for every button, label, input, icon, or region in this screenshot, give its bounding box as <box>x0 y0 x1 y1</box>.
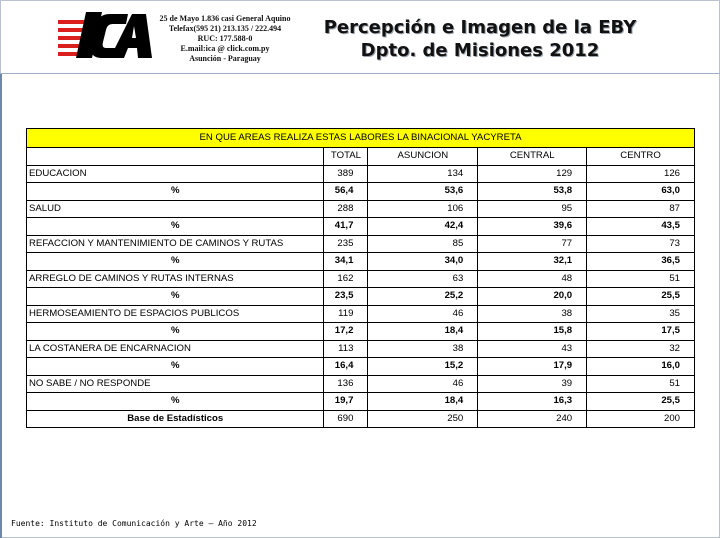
cell-percent: 16,0 <box>587 358 695 376</box>
cell-value: 85 <box>368 235 478 253</box>
cell-value: 51 <box>587 270 695 288</box>
cell-percent: 16,3 <box>478 393 587 411</box>
source-footnote: Fuente: Instituto de Comunicación y Arte – Año 2012 <box>11 519 257 528</box>
table-row <box>27 200 695 218</box>
cell-value: 38 <box>478 305 587 323</box>
cell-value: 95 <box>478 200 587 218</box>
header-divider <box>0 73 720 74</box>
table-row <box>27 305 695 323</box>
row-label: NO SABE / NO RESPONDE <box>27 375 324 393</box>
table-row-percent <box>27 393 695 411</box>
table-row-percent <box>27 288 695 306</box>
left-accent-line <box>0 74 2 538</box>
cell-value: 77 <box>478 235 587 253</box>
address-line: Telefax(595 21) 213.135 / 222.494 <box>168 24 282 33</box>
cell-value: 48 <box>478 270 587 288</box>
cell-value: 126 <box>587 165 695 183</box>
title-line-1: Percepción e Imagen de la EBY <box>323 17 637 38</box>
cell-value: 129 <box>478 165 587 183</box>
cell-percent: 34,0 <box>368 253 478 271</box>
cell-percent: 32,1 <box>478 253 587 271</box>
column-header: CENTRO <box>587 148 695 166</box>
cell-value: 162 <box>324 270 368 288</box>
address-line: E.mail:ica @ click.com.py <box>180 44 270 53</box>
cell-value: 63 <box>368 270 478 288</box>
column-header: CENTRAL <box>478 148 587 166</box>
row-label: ARREGLO DE CAMINOS Y RUTAS INTERNAS <box>27 270 324 288</box>
percent-label: % <box>27 288 324 306</box>
column-header: TOTAL <box>324 148 368 166</box>
row-label: SALUD <box>27 200 324 218</box>
company-address <box>150 14 300 64</box>
cell-percent: 43,5 <box>587 218 695 236</box>
table-row <box>27 340 695 358</box>
table-row-percent <box>27 358 695 376</box>
cell-percent: 39,6 <box>478 218 587 236</box>
cell-value: 240 <box>478 410 587 428</box>
cell-percent: 16,4 <box>324 358 368 376</box>
cell-value: 46 <box>368 305 478 323</box>
percent-label: % <box>27 218 324 236</box>
table-row-base <box>27 410 695 428</box>
cell-value: 288 <box>324 200 368 218</box>
table-row <box>27 270 695 288</box>
cell-percent: 34,1 <box>324 253 368 271</box>
cell-value: 35 <box>587 305 695 323</box>
cell-value: 32 <box>587 340 695 358</box>
percent-label: % <box>27 253 324 271</box>
percent-label: % <box>27 183 324 201</box>
cell-value: 200 <box>587 410 695 428</box>
percent-label: % <box>27 358 324 376</box>
cell-value: 106 <box>368 200 478 218</box>
cell-value: 250 <box>368 410 478 428</box>
cell-percent: 18,4 <box>368 323 478 341</box>
table-row-percent <box>27 253 695 271</box>
address-line: Asunción - Paraguay <box>189 54 261 63</box>
cell-percent: 19,7 <box>324 393 368 411</box>
title-line-2: Dpto. de Misiones 2012 <box>360 40 600 61</box>
row-label: EDUCACION <box>27 165 324 183</box>
cell-value: 235 <box>324 235 368 253</box>
table-row-percent <box>27 218 695 236</box>
cell-percent: 25,5 <box>587 393 695 411</box>
address-line: 25 de Mayo 1.836 casi General Aquino <box>159 14 291 23</box>
cell-percent: 15,8 <box>478 323 587 341</box>
cell-percent: 25,5 <box>587 288 695 306</box>
cell-percent: 63,0 <box>587 183 695 201</box>
row-label: LA COSTANERA DE ENCARNACION <box>27 340 324 358</box>
table-row <box>27 165 695 183</box>
cell-value: 43 <box>478 340 587 358</box>
table-row-percent <box>27 183 695 201</box>
row-label: HERMOSEAMIENTO DE ESPACIOS PUBLICOS <box>27 305 324 323</box>
table-row-percent <box>27 323 695 341</box>
cell-value: 119 <box>324 305 368 323</box>
percent-label: % <box>27 393 324 411</box>
table-row <box>27 235 695 253</box>
cell-value: 73 <box>587 235 695 253</box>
cell-percent: 42,4 <box>368 218 478 236</box>
cell-percent: 20,0 <box>478 288 587 306</box>
cell-value: 87 <box>587 200 695 218</box>
cell-percent: 18,4 <box>368 393 478 411</box>
cell-percent: 25,2 <box>368 288 478 306</box>
cell-value: 38 <box>368 340 478 358</box>
cell-percent: 15,2 <box>368 358 478 376</box>
cell-percent: 17,2 <box>324 323 368 341</box>
table-heading: EN QUE AREAS REALIZA ESTAS LABORES LA BINACIONAL YACYRETA <box>27 129 695 148</box>
slide-title <box>300 16 660 62</box>
column-header: ASUNCION <box>368 148 478 166</box>
address-line: RUC: 177.588-0 <box>197 34 253 43</box>
cell-value: 51 <box>587 375 695 393</box>
cell-value: 389 <box>324 165 368 183</box>
cell-percent: 36,5 <box>587 253 695 271</box>
base-label: Base de Estadísticos <box>27 410 324 428</box>
cell-value: 39 <box>478 375 587 393</box>
cell-percent: 23,5 <box>324 288 368 306</box>
percent-label: % <box>27 323 324 341</box>
cell-percent: 17,5 <box>587 323 695 341</box>
cell-value: 690 <box>324 410 368 428</box>
cell-percent: 53,8 <box>478 183 587 201</box>
cell-percent: 17,9 <box>478 358 587 376</box>
cell-percent: 53,6 <box>368 183 478 201</box>
ica-logo <box>58 10 154 62</box>
cell-value: 113 <box>324 340 368 358</box>
cell-value: 46 <box>368 375 478 393</box>
table-row <box>27 375 695 393</box>
header-empty-cell <box>27 148 324 166</box>
cell-percent: 56,4 <box>324 183 368 201</box>
survey-table <box>26 128 695 428</box>
cell-percent: 41,7 <box>324 218 368 236</box>
cell-value: 134 <box>368 165 478 183</box>
row-label: REFACCION Y MANTENIMIENTO DE CAMINOS Y RUTAS <box>27 235 324 253</box>
cell-value: 136 <box>324 375 368 393</box>
